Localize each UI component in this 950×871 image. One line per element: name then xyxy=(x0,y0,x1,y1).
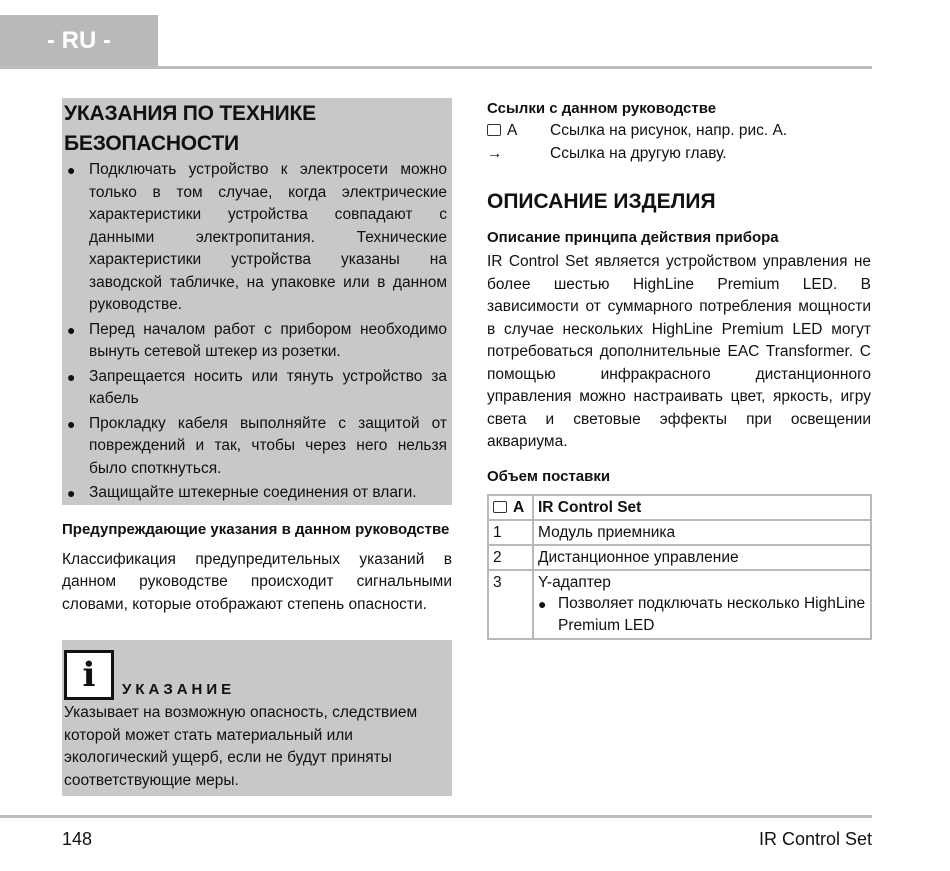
principle-text: IR Control Set является устройством управления не более шестью HighLine Premium LED. В зависимости от суммарного потребления мощности в случае нескольких HighLine Premium LED могут потребоваться дополнительные EAC Transformer. С помощью инфракрасного дистанционного управления можно настраивать цвет, яркость, игру света и световые эффекты при освещении аквариума. xyxy=(487,253,871,450)
reference-row: → Ссылка на другую главу. xyxy=(487,143,871,166)
page-number: 148 xyxy=(62,829,93,849)
supply-table xyxy=(487,494,872,640)
language-tab: - RU - xyxy=(0,15,158,67)
header-rule xyxy=(0,66,872,69)
notice-label: УКАЗАНИЕ xyxy=(122,681,236,698)
warnings-heading: Предупреждающие указания в данном руководстве xyxy=(62,520,450,538)
safety-title-line2: БЕЗОПАСНОСТИ xyxy=(64,132,239,155)
principle-heading: Описание принципа действия прибора xyxy=(487,229,779,246)
list-item: ● Запрещается носить или тянуть устройство за кабель xyxy=(67,367,447,407)
figure-box-icon xyxy=(493,501,507,513)
arrow-right-icon: → xyxy=(487,144,503,162)
right-column xyxy=(487,98,871,640)
table-row: 1 Модуль приемника xyxy=(488,520,871,545)
list-item: ● Подключать устройство к электросети можно только в том случае, когда электрические характеристики устройства совпадают с данными электропитания. Технические характеристики устройства указаны на заводской табличке, на упаковке или в данном руководстве. xyxy=(67,161,447,313)
table-row: 3 Y-адаптер ● Позволяет подключать несколько HighLine Premium LED xyxy=(488,570,871,639)
left-column xyxy=(62,98,452,796)
safety-box xyxy=(62,98,452,505)
table-note-list xyxy=(538,593,866,637)
list-item: ● Защищайте штекерные соединения от влаги. xyxy=(64,482,447,505)
product-section-title: ОПИСАНИЕ ИЗДЕЛИЯ xyxy=(487,190,716,213)
bullet-icon: ● xyxy=(67,415,76,432)
list-item: ● Перед началом работ с прибором необходимо вынуть сетевой штекер из розетки. xyxy=(67,320,447,360)
table-header-row: A IR Control Set xyxy=(488,495,871,520)
bullet-icon: ● xyxy=(67,485,76,501)
bullet-icon: ● xyxy=(67,321,76,338)
reference-row: A Ссылка на рисунок, напр. рис. А. xyxy=(487,120,871,143)
notice-header xyxy=(64,650,447,700)
safety-title xyxy=(64,98,447,159)
references-heading: Ссылки с данном руководстве xyxy=(487,100,717,117)
bullet-icon: ● xyxy=(538,595,547,612)
list-item: ● Позволяет подключать несколько HighLine Premium LED xyxy=(538,594,866,634)
table-row: 2 Дистанционное управление xyxy=(488,545,871,570)
list-item: ● Прокладку кабеля выполняйте с защитой от повреждений и так, чтобы через него нельзя было споткнуться. xyxy=(67,414,447,477)
bullet-icon: ● xyxy=(67,368,76,385)
supply-heading: Объем поставки xyxy=(487,467,611,485)
footer-doc-title: IR Control Set xyxy=(758,829,872,849)
figure-box-icon xyxy=(487,124,501,136)
safety-title-line1: УКАЗАНИЯ ПО ТЕХНИКЕ xyxy=(64,102,316,125)
warnings-text: Классификация предупредительных указаний в данном руководстве происходит сигнальными словами, которые отображают степень опасности. xyxy=(62,550,452,613)
info-icon: i xyxy=(64,650,114,700)
notice-text: Указывает на возможную опасность, следствием которой может стать материальный или экологический ущерб, если не будут приняты соответствующие меры. xyxy=(64,704,418,789)
bullet-icon: ● xyxy=(67,162,76,178)
safety-list xyxy=(64,159,447,505)
notice-box xyxy=(62,640,452,796)
footer-rule xyxy=(0,815,872,818)
